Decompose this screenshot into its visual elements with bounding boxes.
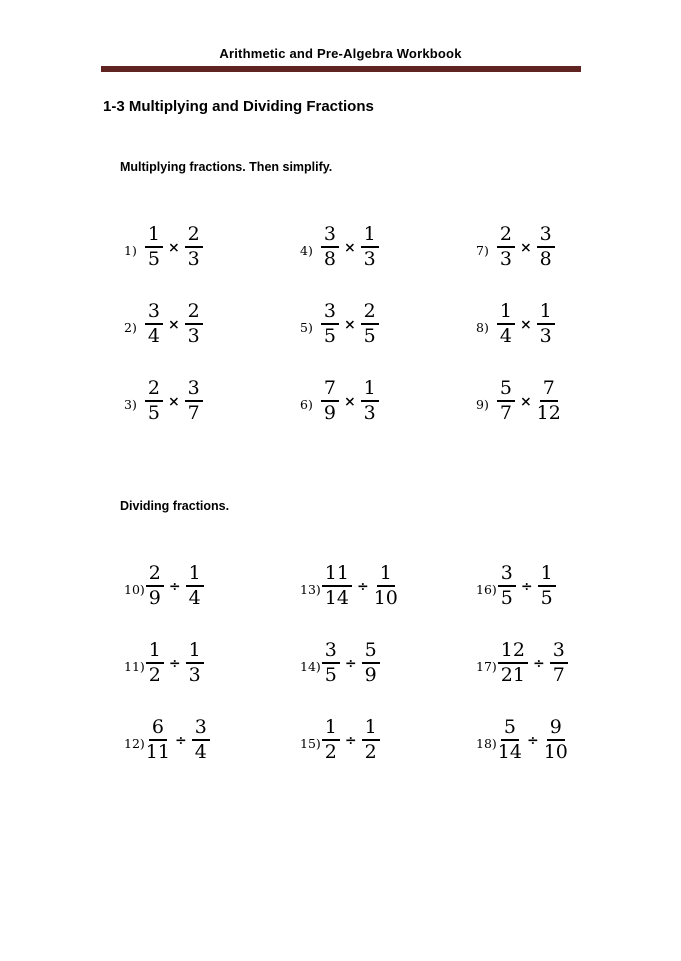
denominator: 5	[323, 325, 336, 347]
fraction-left	[145, 378, 163, 424]
fraction-right	[362, 640, 380, 686]
numerator: 3	[192, 717, 210, 741]
problem-number: 6)	[300, 397, 313, 412]
fraction-right	[186, 640, 204, 686]
operator-sign: ÷	[532, 656, 545, 672]
problem-1	[124, 224, 300, 270]
numerator: 6	[149, 717, 167, 741]
fraction-right	[185, 378, 203, 424]
fraction-right	[537, 378, 561, 424]
problem-number: 10)	[124, 582, 145, 597]
denominator: 4	[147, 325, 160, 347]
problem-10	[124, 563, 300, 609]
operator-sign: ÷	[344, 656, 357, 672]
numerator: 1	[537, 301, 555, 325]
fraction-right	[374, 563, 398, 609]
operator-sign: ×	[167, 317, 180, 333]
denominator: 11	[145, 741, 170, 763]
problem-2	[124, 301, 300, 347]
numerator: 3	[321, 224, 339, 248]
numerator: 3	[185, 378, 203, 402]
fraction-left	[146, 640, 164, 686]
numerator: 2	[185, 224, 203, 248]
fraction-right	[185, 301, 203, 347]
numerator: 1	[497, 301, 515, 325]
denominator: 14	[324, 587, 349, 609]
denominator: 5	[324, 664, 337, 686]
fraction-left	[497, 378, 515, 424]
denominator: 2	[324, 741, 337, 763]
denominator: 8	[539, 248, 552, 270]
problem-4	[300, 224, 476, 270]
numerator: 5	[497, 378, 515, 402]
numerator: 2	[497, 224, 515, 248]
denominator: 7	[187, 402, 200, 424]
denominator: 10	[373, 587, 398, 609]
problem-number: 1)	[124, 243, 137, 258]
operator-sign: ÷	[344, 733, 357, 749]
fraction-right	[192, 717, 210, 763]
problem-3	[124, 378, 300, 424]
fraction-left	[498, 563, 516, 609]
numerator: 7	[321, 378, 339, 402]
problem-number: 9)	[476, 397, 489, 412]
numerator: 1	[362, 717, 380, 741]
fraction-left	[497, 301, 515, 347]
denominator: 3	[363, 402, 376, 424]
fraction-left	[322, 563, 352, 609]
fraction-right	[537, 224, 555, 270]
dividing-instruction: Dividing fractions.	[120, 499, 230, 513]
operator-sign: ×	[343, 394, 356, 410]
denominator: 3	[187, 248, 200, 270]
denominator: 3	[363, 248, 376, 270]
numerator: 3	[145, 301, 163, 325]
problem-number: 11)	[124, 659, 145, 674]
fraction-right	[361, 378, 379, 424]
fraction-right	[362, 717, 380, 763]
operator-sign: ×	[519, 394, 532, 410]
numerator: 1	[186, 640, 204, 664]
operator-sign: ×	[519, 317, 532, 333]
problem-number: 14)	[300, 659, 321, 674]
fraction-right	[361, 301, 379, 347]
numerator: 5	[501, 717, 519, 741]
numerator: 1	[146, 640, 164, 664]
numerator: 1	[186, 563, 204, 587]
problem-18	[476, 717, 652, 763]
problem-number: 7)	[476, 243, 489, 258]
denominator: 5	[147, 402, 160, 424]
numerator: 2	[145, 378, 163, 402]
problem-number: 15)	[300, 736, 321, 751]
denominator: 7	[552, 664, 565, 686]
problem-number: 16)	[476, 582, 497, 597]
denominator: 3	[539, 325, 552, 347]
denominator: 12	[536, 402, 561, 424]
denominator: 5	[540, 587, 553, 609]
problem-8	[476, 301, 652, 347]
fraction-left	[322, 640, 340, 686]
denominator: 5	[500, 587, 513, 609]
problem-number: 3)	[124, 397, 137, 412]
fraction-right	[185, 224, 203, 270]
numerator: 3	[498, 563, 516, 587]
numerator: 3	[321, 301, 339, 325]
fraction-right	[361, 224, 379, 270]
denominator: 4	[499, 325, 512, 347]
workbook-title: Arithmetic and Pre-Algebra Workbook	[219, 46, 462, 61]
fraction-right	[550, 640, 568, 686]
numerator: 3	[322, 640, 340, 664]
fraction-left	[498, 640, 528, 686]
problem-7	[476, 224, 652, 270]
fraction-left	[322, 717, 340, 763]
numerator: 3	[537, 224, 555, 248]
problem-14	[300, 640, 476, 686]
fraction-right	[537, 301, 555, 347]
problem-number: 18)	[476, 736, 497, 751]
denominator: 5	[363, 325, 376, 347]
problem-number: 12)	[124, 736, 145, 751]
operator-sign: ×	[167, 240, 180, 256]
section-title: 1-3 Multiplying and Dividing Fractions	[103, 98, 374, 115]
multiplying-instruction: Multiplying fractions. Then simplify.	[120, 160, 333, 174]
operator-sign: ×	[343, 317, 356, 333]
numerator: 12	[498, 640, 528, 664]
problem-11	[124, 640, 300, 686]
fraction-left	[498, 717, 522, 763]
operator-sign: ÷	[520, 579, 533, 595]
fraction-right	[186, 563, 204, 609]
fraction-left	[321, 301, 339, 347]
numerator: 1	[361, 378, 379, 402]
problem-6	[300, 378, 476, 424]
operator-sign: ÷	[168, 656, 181, 672]
denominator: 4	[194, 741, 207, 763]
operator-sign: ×	[519, 240, 532, 256]
problem-17	[476, 640, 652, 686]
numerator: 1	[538, 563, 556, 587]
problem-number: 2)	[124, 320, 137, 335]
operator-sign: ÷	[526, 733, 539, 749]
problem-number: 13)	[300, 582, 321, 597]
fraction-left	[146, 717, 170, 763]
operator-sign: ÷	[174, 733, 187, 749]
denominator: 7	[499, 402, 512, 424]
numerator: 5	[362, 640, 380, 664]
numerator: 7	[540, 378, 558, 402]
denominator: 2	[148, 664, 161, 686]
operator-sign: ×	[343, 240, 356, 256]
denominator: 4	[188, 587, 201, 609]
fraction-left	[497, 224, 515, 270]
denominator: 9	[364, 664, 377, 686]
denominator: 3	[499, 248, 512, 270]
numerator: 1	[361, 224, 379, 248]
denominator: 8	[323, 248, 336, 270]
denominator: 9	[148, 587, 161, 609]
problem-number: 17)	[476, 659, 497, 674]
denominator: 5	[147, 248, 160, 270]
multiplying-problems-grid	[124, 224, 681, 424]
problem-number: 8)	[476, 320, 489, 335]
denominator: 3	[187, 325, 200, 347]
problem-5	[300, 301, 476, 347]
numerator: 9	[547, 717, 565, 741]
problem-16	[476, 563, 652, 609]
denominator: 9	[323, 402, 336, 424]
problem-9	[476, 378, 652, 424]
problem-13	[300, 563, 476, 609]
numerator: 1	[145, 224, 163, 248]
fraction-right	[538, 563, 556, 609]
numerator: 3	[550, 640, 568, 664]
header-rule	[101, 66, 581, 72]
fraction-left	[321, 224, 339, 270]
fraction-left	[146, 563, 164, 609]
denominator: 21	[500, 664, 525, 686]
numerator: 2	[185, 301, 203, 325]
numerator: 2	[146, 563, 164, 587]
denominator: 2	[364, 741, 377, 763]
problem-15	[300, 717, 476, 763]
problem-number: 5)	[300, 320, 313, 335]
fraction-left	[145, 301, 163, 347]
problem-number: 4)	[300, 243, 313, 258]
operator-sign: ÷	[168, 579, 181, 595]
dividing-problems-grid	[124, 563, 681, 763]
numerator: 11	[322, 563, 352, 587]
fraction-left	[145, 224, 163, 270]
numerator: 1	[377, 563, 395, 587]
denominator: 14	[497, 741, 522, 763]
problem-12	[124, 717, 300, 763]
denominator: 10	[543, 741, 568, 763]
numerator: 1	[322, 717, 340, 741]
denominator: 3	[188, 664, 201, 686]
numerator: 2	[361, 301, 379, 325]
fraction-right	[544, 717, 568, 763]
operator-sign: ÷	[356, 579, 369, 595]
operator-sign: ×	[167, 394, 180, 410]
fraction-left	[321, 378, 339, 424]
